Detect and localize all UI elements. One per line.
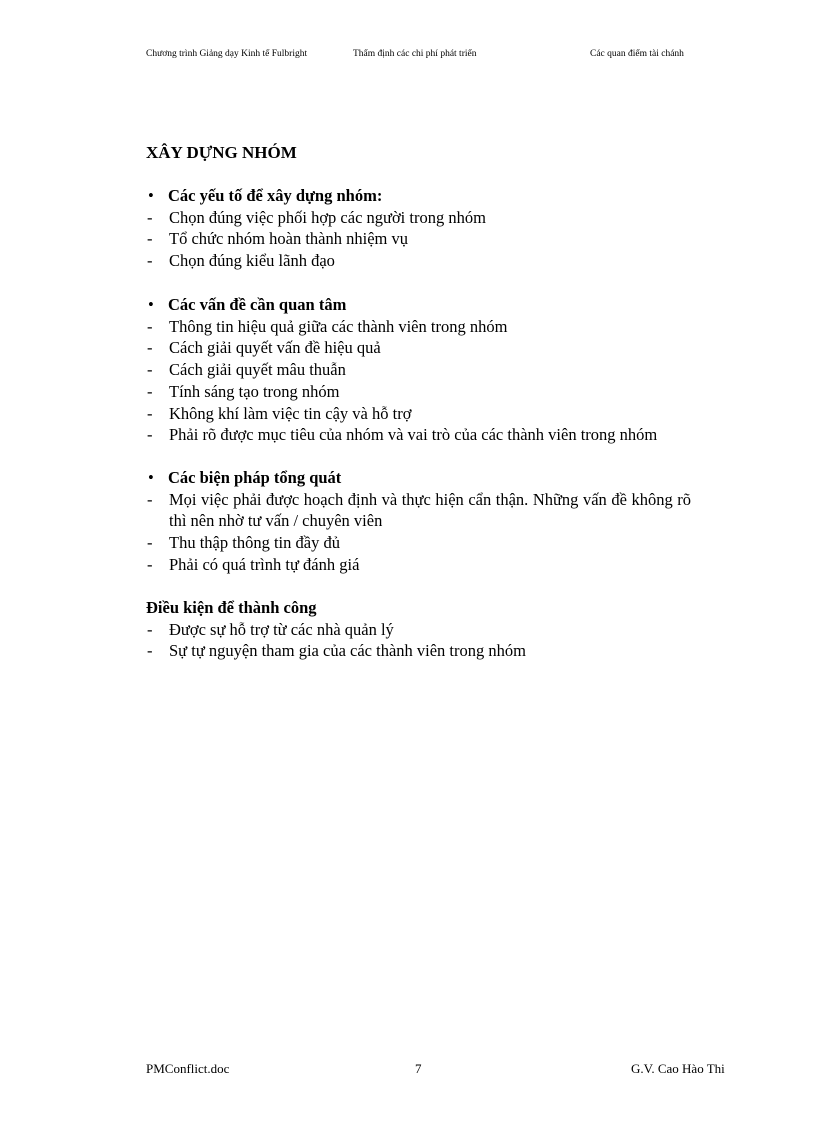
dash-icon: - — [147, 207, 153, 227]
list-item-text: Thu thập thông tin đầy đủ — [169, 533, 340, 553]
list-item — [146, 228, 691, 250]
dash-icon: - — [147, 360, 153, 380]
section-success-conditions — [146, 597, 691, 662]
dash-icon: - — [147, 619, 153, 639]
list-item — [146, 316, 691, 338]
list-item-text: Tổ chức nhóm hoàn thành nhiệm vụ — [169, 229, 408, 249]
list-item — [146, 619, 691, 641]
section-heading: Điều kiện để thành công — [146, 598, 317, 617]
dash-icon: - — [147, 554, 153, 574]
bullet-icon: • — [148, 295, 154, 314]
section-concerns — [146, 294, 691, 446]
dash-icon: - — [147, 381, 153, 401]
dash-icon: - — [147, 533, 153, 553]
list-item — [146, 337, 691, 359]
list-item — [146, 532, 691, 554]
footer-page-number: 7 — [415, 1061, 422, 1076]
list-item-text: Phải rõ được mục tiêu của nhóm và vai trò của các thành viên trong nhóm — [169, 425, 658, 445]
dash-icon: - — [147, 229, 153, 249]
list-item — [146, 489, 691, 532]
section-heading — [146, 185, 691, 207]
header-document-title: Thẩm định các chi phí phát triển — [353, 49, 477, 59]
section-heading-text: Các vấn đề cần quan tâm — [168, 295, 347, 314]
dash-icon: - — [147, 316, 153, 336]
dash-icon: - — [147, 425, 153, 445]
list-item — [146, 207, 691, 229]
list-item — [146, 359, 691, 381]
header-chapter-title: Các quan điểm tài chánh — [590, 49, 684, 59]
dash-icon: - — [147, 338, 153, 358]
bullet-icon: • — [148, 468, 154, 487]
list-item — [146, 403, 691, 425]
list-item — [146, 381, 691, 403]
section-heading — [146, 467, 691, 489]
section-general-measures — [146, 467, 691, 576]
list-item — [146, 250, 691, 272]
list-item — [146, 554, 691, 576]
list-item-text: Phải có quá trình tự đánh giá — [169, 554, 360, 574]
dash-icon: - — [147, 403, 153, 423]
section-heading-text: Các biện pháp tổng quát — [168, 468, 342, 487]
footer-filename: PMConflict.doc — [146, 1061, 230, 1076]
section-team-building-factors — [146, 185, 691, 272]
bullet-icon: • — [148, 186, 154, 205]
dash-icon: - — [147, 251, 153, 271]
list-item — [146, 640, 691, 662]
list-item-text: Cách giải quyết vấn đề hiệu quả — [169, 338, 381, 358]
list-item-text: Sự tự nguyện tham gia của các thành viên trong nhóm — [169, 641, 526, 661]
list-item-text: Được sự hỗ trợ từ các nhà quản lý — [169, 619, 394, 639]
list-item-text: Tính sáng tạo trong nhóm — [169, 381, 340, 401]
page-title: XÂY DỰNG NHÓM — [146, 143, 297, 162]
list-item-text: Mọi việc phải được hoạch định và thực hiện cẩn thận. Những vấn đề không rõ thì nên nhờ tư vấn / chuyên viên — [169, 489, 691, 531]
list-item-text: Không khí làm việc tin cậy và hỗ trợ — [169, 403, 412, 423]
section-heading-text: Các yếu tố để xây dựng nhóm: — [168, 186, 383, 205]
dash-icon: - — [147, 489, 153, 509]
list-item-text: Chọn đúng kiểu lãnh đạo — [169, 251, 335, 271]
list-item-text: Cách giải quyết mâu thuẫn — [169, 360, 346, 380]
dash-icon: - — [147, 641, 153, 661]
section-heading — [146, 294, 691, 316]
list-item-text: Thông tin hiệu quả giữa các thành viên trong nhóm — [169, 316, 508, 336]
list-item — [146, 424, 691, 446]
header-program-name: Chương trình Giảng dạy Kinh tế Fulbright — [146, 49, 308, 59]
footer-author: G.V. Cao Hào Thi — [631, 1061, 725, 1076]
list-item-text: Chọn đúng việc phối hợp các người trong nhóm — [169, 207, 486, 227]
